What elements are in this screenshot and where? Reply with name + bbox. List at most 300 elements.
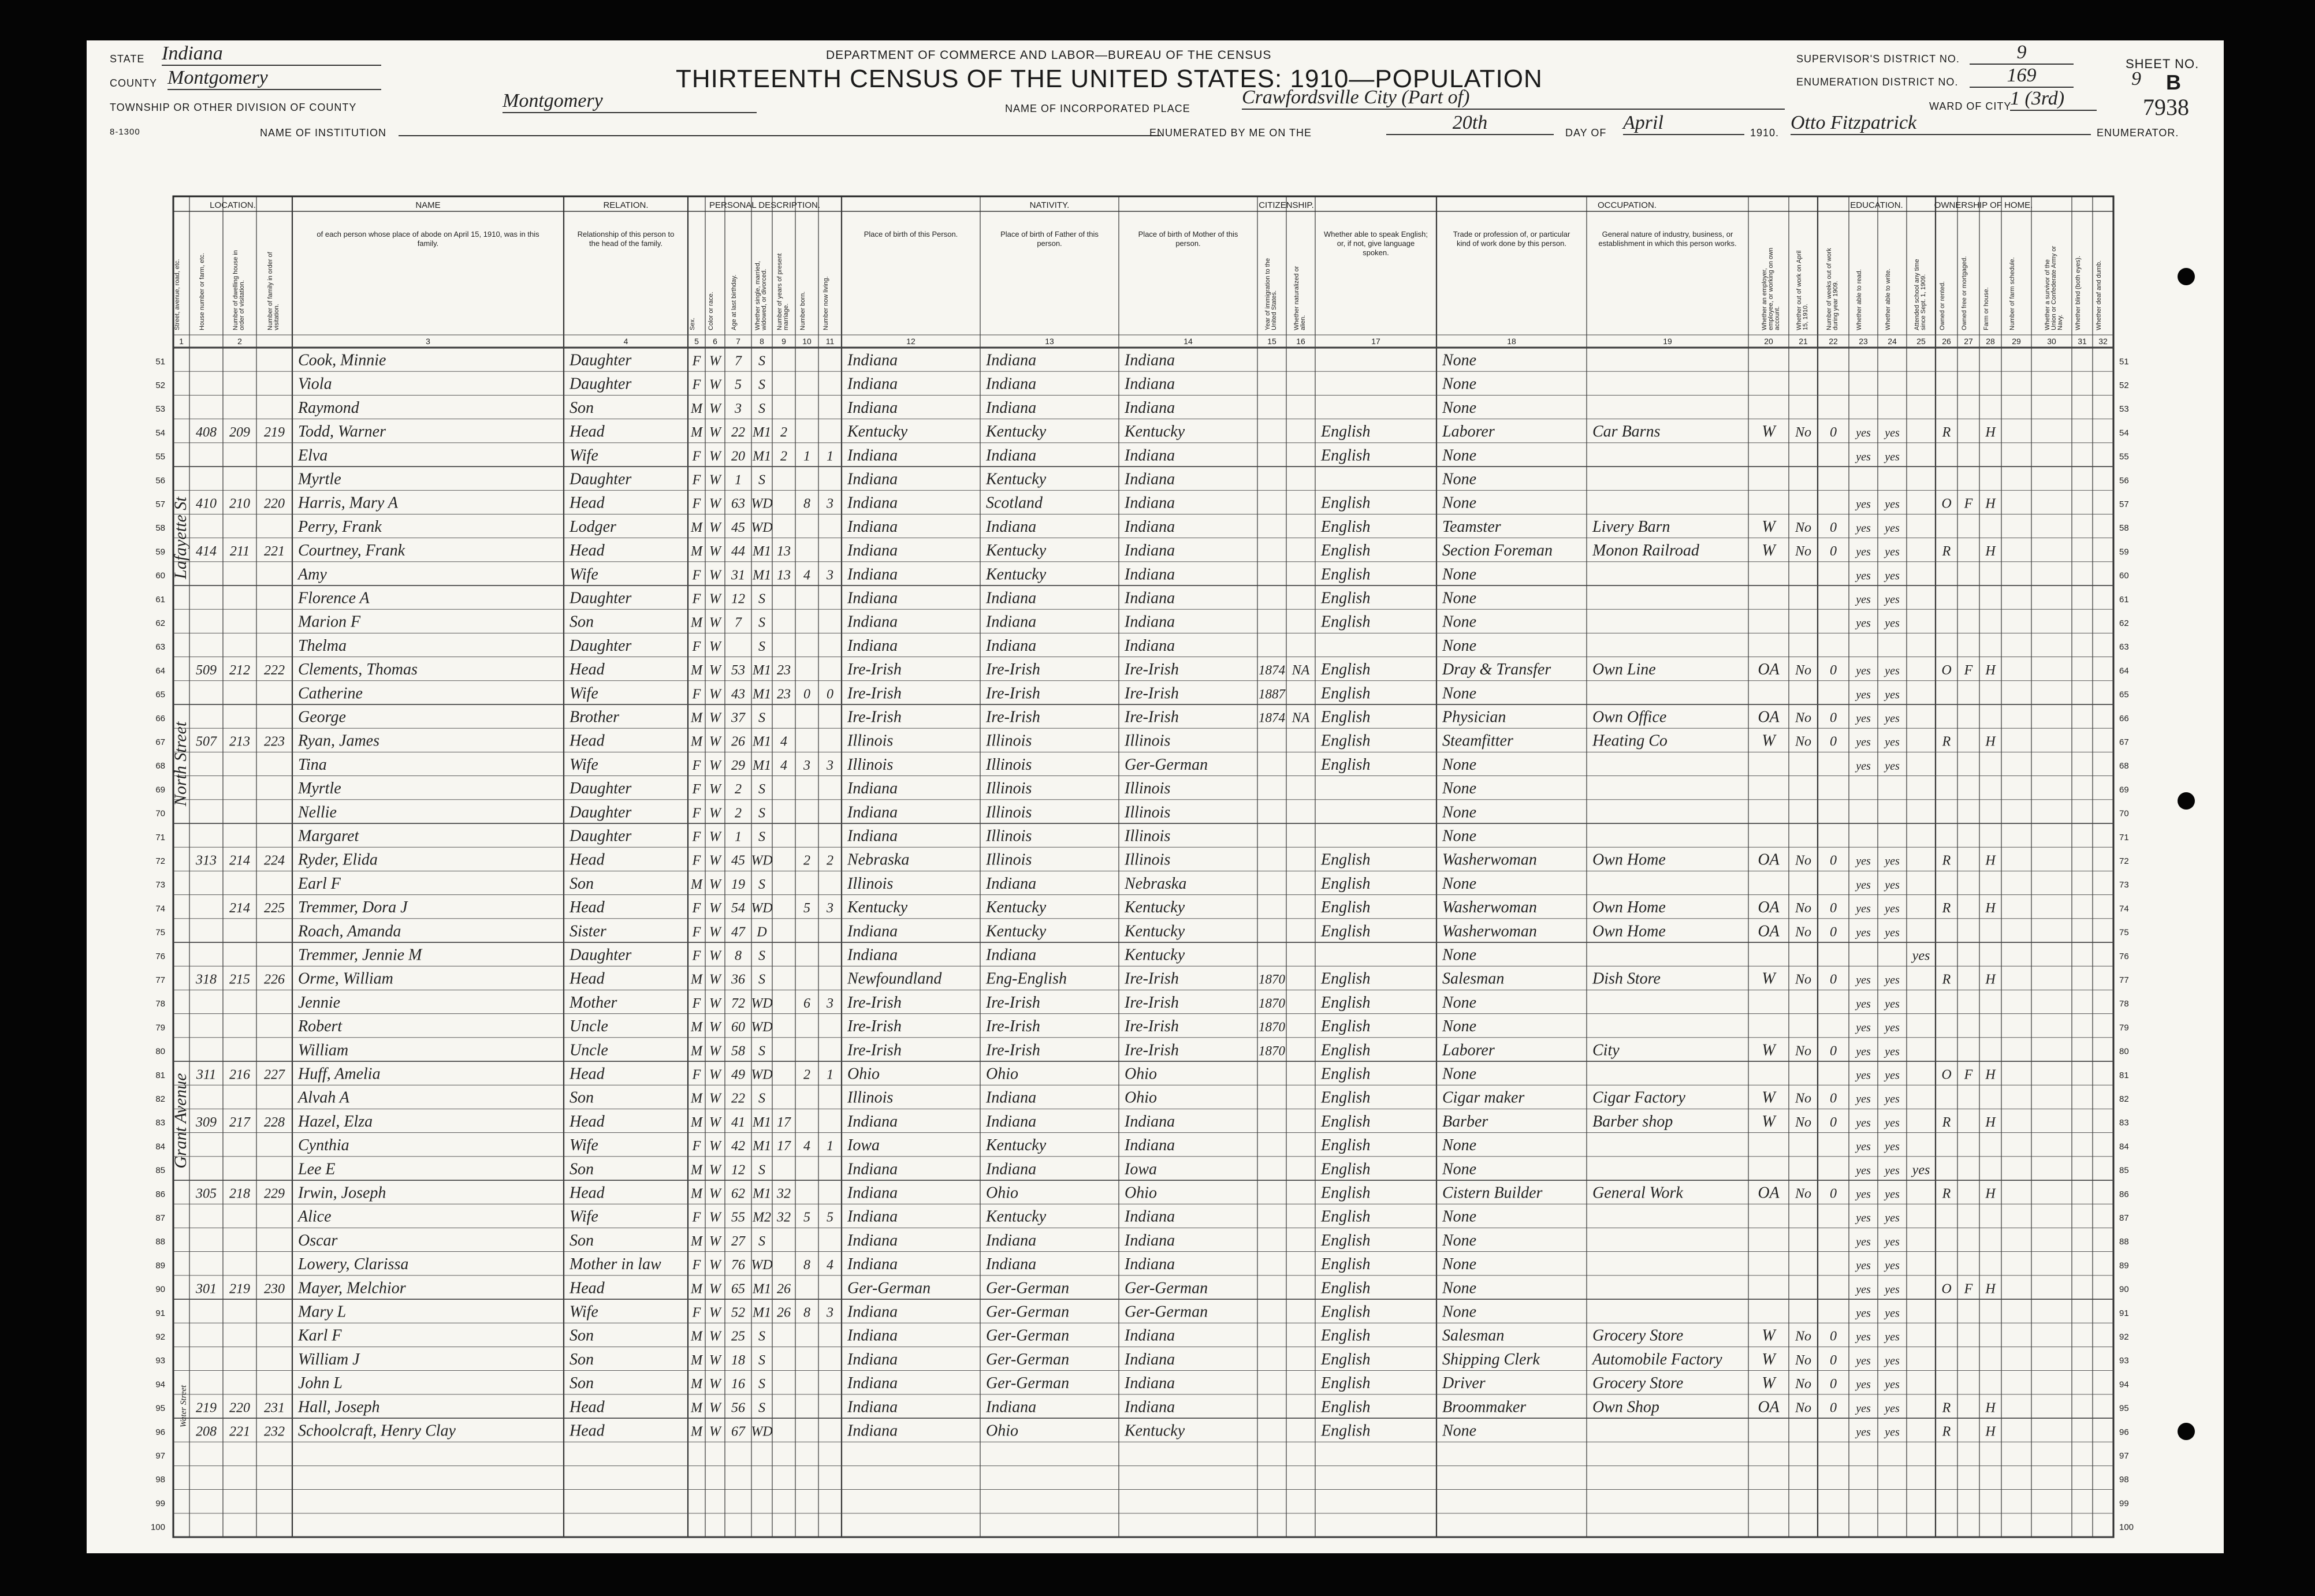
cell-literacy: yes: [1885, 569, 1900, 583]
cell-st: 408: [196, 425, 217, 441]
cell-pb: Indiana: [847, 470, 898, 489]
cell-literacy: yes: [1885, 1116, 1900, 1129]
cell-rel: Daughter: [570, 780, 632, 798]
cell-occ: None: [1442, 755, 1477, 774]
column-header-c30: Navy.: [2057, 314, 2064, 330]
cell-emp: OA: [1758, 851, 1780, 869]
cell-race: W: [709, 1352, 721, 1368]
cell-literacy: yes: [1885, 1021, 1900, 1035]
cell-dw: 221: [229, 1424, 250, 1440]
cell-age: 60: [731, 1020, 745, 1035]
row-number-right: 100: [2119, 1522, 2134, 1532]
cell-age: 26: [731, 734, 745, 749]
cell-rel: Daughter: [570, 803, 632, 822]
cell-fb: Indiana: [986, 1398, 1037, 1416]
cell-yrs: 32: [777, 1186, 791, 1202]
cell-pb: Indiana: [847, 542, 898, 560]
cell-ms: M1: [753, 544, 771, 560]
column-number: 31: [2078, 337, 2087, 346]
cell-age: 52: [731, 1305, 745, 1321]
row-number-left: 98: [155, 1475, 165, 1485]
cell-oow: No: [1795, 924, 1812, 940]
cell-age: 7: [735, 615, 742, 631]
cell-oow: No: [1795, 1400, 1812, 1416]
cell-race: W: [709, 1329, 721, 1344]
cell-sex: M: [691, 1020, 702, 1035]
enumerated-day: 20th: [1386, 112, 1554, 135]
cell-ms: WD: [751, 901, 773, 916]
row-number-left: 87: [155, 1213, 165, 1224]
cell-rel: Daughter: [570, 827, 632, 845]
cell-literacy: yes: [1885, 1259, 1900, 1273]
column-header-c30: Union or Confederate Army or: [2050, 245, 2057, 330]
cell-house: H: [1985, 972, 1996, 987]
cell-mb: Indiana: [1125, 565, 1175, 584]
cell-st: 208: [196, 1424, 217, 1440]
cell-emp: OA: [1758, 661, 1780, 679]
cell-oow: No: [1795, 520, 1812, 535]
cell-race: W: [709, 425, 721, 441]
cell-pb: Newfoundland: [847, 969, 942, 988]
cell-race: W: [709, 1233, 721, 1249]
cell-literacy: yes: [1856, 997, 1871, 1010]
cell-free: F: [1964, 496, 1973, 512]
column-header-c9: Number of years of present: [776, 253, 783, 330]
row-number-right: 71: [2119, 832, 2129, 842]
cell-age: 49: [731, 1067, 745, 1083]
cell-nb: 4: [803, 1139, 810, 1154]
cell-wk: 0: [1830, 710, 1837, 726]
cell-free: F: [1964, 1281, 1973, 1297]
cell-lang: English: [1321, 1398, 1371, 1416]
cell-race: W: [709, 1162, 721, 1178]
cell-lang: English: [1321, 1231, 1371, 1250]
state-label: STATE: [110, 53, 145, 65]
column-header-c1b: House number or farm, etc.: [199, 253, 206, 330]
cell-ms: M1: [753, 1281, 771, 1297]
column-header-c2: Number of dwelling house in: [232, 250, 239, 330]
cell-name: Elva: [298, 446, 328, 465]
cell-emp: OA: [1758, 922, 1780, 941]
cell-lang: English: [1321, 708, 1371, 726]
enumeration-value: 169: [1970, 65, 2074, 88]
cell-name: Cook, Minnie: [298, 351, 386, 370]
cell-sex: M: [691, 1352, 702, 1368]
cell-ms: M1: [753, 663, 771, 678]
row-number-left: 91: [155, 1308, 165, 1318]
cell-oow: No: [1795, 901, 1812, 916]
cell-pb: Ire-Irish: [847, 708, 902, 726]
cell-ms: S: [758, 782, 765, 797]
cell-fb: Indiana: [986, 636, 1037, 655]
cell-fam: 229: [264, 1186, 285, 1202]
cell-literacy: yes: [1885, 1330, 1900, 1344]
cell-mb: Indiana: [1125, 1374, 1175, 1393]
cell-name: Todd, Warner: [298, 423, 386, 441]
cell-literacy: yes: [1856, 1211, 1871, 1225]
cell-sex: M: [691, 1329, 702, 1344]
cell-sex: F: [692, 377, 701, 393]
cell-occ: Laborer: [1442, 423, 1495, 441]
cell-own: O: [1941, 663, 1952, 678]
cell-age: 58: [731, 1043, 745, 1059]
cell-house: H: [1985, 1114, 1996, 1130]
cell-race: W: [709, 924, 721, 940]
cell-nl: 0: [827, 687, 833, 702]
cell-mb: Ire-Irish: [1125, 969, 1179, 988]
row-number-left: 59: [155, 547, 165, 557]
cell-literacy: yes: [1885, 665, 1900, 678]
row-number-right: 99: [2119, 1498, 2129, 1509]
cell-nl: 2: [827, 853, 833, 868]
cell-sex: F: [692, 901, 701, 916]
cell-occ: None: [1442, 1136, 1477, 1155]
column-number: 17: [1371, 337, 1380, 346]
row-number-right: 77: [2119, 975, 2129, 986]
cell-st: 318: [196, 972, 217, 987]
cell-name: Alice: [298, 1207, 332, 1226]
cell-literacy: yes: [1885, 617, 1900, 630]
cell-rel: Wife: [570, 1136, 598, 1155]
cell-name: Raymond: [298, 398, 359, 417]
cell-occ: Salesman: [1442, 969, 1505, 988]
cell-mb: Indiana: [1125, 1255, 1175, 1274]
cell-rel: Mother: [570, 993, 617, 1012]
cell-name: Mayer, Melchior: [298, 1279, 406, 1297]
cell-sex: M: [691, 734, 702, 749]
cell-age: 27: [731, 1233, 745, 1249]
cell-sex: M: [691, 1400, 702, 1416]
cell-lang: English: [1321, 732, 1371, 750]
row-number-right: 75: [2119, 927, 2129, 938]
cell-name: Jennie: [298, 993, 341, 1012]
cell-race: W: [709, 353, 721, 369]
cell-race: W: [709, 1043, 721, 1059]
county-label: COUNTY: [110, 77, 157, 89]
column-header-c18: Trade or profession of, or particular: [1453, 230, 1570, 238]
cell-fb: Indiana: [986, 398, 1037, 417]
cell-ms: S: [758, 806, 765, 821]
cell-name: Nellie: [298, 803, 337, 822]
cell-house: H: [1985, 425, 1996, 441]
column-number: 22: [1829, 337, 1838, 346]
cell-lang: English: [1321, 1422, 1371, 1440]
cell-mb: Indiana: [1125, 351, 1175, 370]
cell-rel: Son: [570, 1231, 594, 1250]
cell-sex: F: [692, 806, 701, 821]
cell-wk: 0: [1830, 1352, 1837, 1368]
cell-age: 41: [731, 1114, 745, 1130]
cell-mb: Indiana: [1125, 446, 1175, 465]
cell-mb: Ire-Irish: [1125, 661, 1179, 679]
column-number: 23: [1859, 337, 1868, 346]
cell-mb: Kentucky: [1125, 946, 1185, 964]
cell-age: 7: [735, 353, 742, 369]
column-header-c2: order of visitation.: [239, 280, 245, 330]
cell-rel: Son: [570, 398, 594, 417]
cell-occ: None: [1442, 874, 1477, 893]
cell-pb: Indiana: [847, 1422, 898, 1440]
cell-emp: OA: [1758, 1398, 1780, 1416]
column-header-c25: Attended school any time: [1914, 259, 1921, 330]
cell-wk: 0: [1830, 1400, 1837, 1416]
cell-mb: Ohio: [1125, 1065, 1157, 1083]
cell-nb: 3: [803, 758, 810, 773]
cell-pb: Iowa: [847, 1136, 880, 1155]
cell-age: 55: [731, 1210, 745, 1225]
cell-ms: D: [757, 924, 767, 940]
cell-dw: 215: [229, 972, 250, 987]
cell-race: W: [709, 782, 721, 797]
cell-rel: Head: [570, 851, 605, 869]
cell-age: 54: [731, 901, 745, 916]
cell-pb: Ire-Irish: [847, 661, 902, 679]
cell-dw: 218: [229, 1186, 250, 1202]
cell-name: Courtney, Frank: [298, 542, 405, 560]
cell-st: 509: [196, 663, 217, 678]
cell-fb: Kentucky: [986, 565, 1047, 584]
cell-ms: M1: [753, 1114, 771, 1130]
cell-rel: Head: [570, 423, 605, 441]
cell-mb: Indiana: [1125, 613, 1175, 631]
cell-rel: Wife: [570, 755, 598, 774]
cell-sex: F: [692, 782, 701, 797]
cell-lang: English: [1321, 517, 1371, 536]
cell-name: Ryder, Elida: [298, 851, 378, 869]
cell-yrs: 2: [780, 425, 787, 441]
cell-name: Marion F: [298, 613, 361, 631]
cell-pb: Indiana: [847, 1231, 898, 1250]
column-header-c16: Whether naturalized or: [1293, 266, 1300, 330]
cell-literacy: yes: [1856, 1188, 1871, 1201]
cell-occ: None: [1442, 565, 1477, 584]
cell-name: Karl F: [298, 1326, 342, 1345]
cell-ms: S: [758, 401, 765, 416]
cell-fam: 230: [264, 1281, 285, 1297]
cell-occ: None: [1442, 1231, 1477, 1250]
cell-fb: Ire-Irish: [986, 708, 1040, 726]
cell-fam: 226: [264, 972, 285, 987]
cell-ms: WD: [751, 1258, 773, 1273]
cell-fb: Ger-German: [986, 1326, 1070, 1345]
cell-oow: No: [1795, 853, 1812, 868]
cell-fb: Indiana: [986, 446, 1037, 465]
cell-ind: Barber shop: [1592, 1112, 1673, 1131]
cell-lang: English: [1321, 1255, 1371, 1274]
column-header-c9: marriage.: [783, 303, 790, 330]
cell-nb: 8: [803, 1258, 810, 1273]
cell-mb: Illinois: [1125, 851, 1171, 869]
cell-rel: Head: [570, 898, 605, 917]
cell-ind: Own Line: [1592, 661, 1656, 679]
cell-fb: Illinois: [986, 803, 1032, 822]
cell-fam: 219: [264, 425, 285, 441]
cell-literacy: yes: [1856, 569, 1871, 583]
cell-race: W: [709, 710, 721, 726]
cell-ms: S: [758, 1091, 765, 1106]
column-header-c13: Place of birth of Father of this: [1000, 230, 1099, 238]
cell-occ: None: [1442, 398, 1477, 417]
cell-ind: Heating Co: [1592, 732, 1668, 750]
cell-occ: None: [1442, 636, 1477, 655]
cell-emp: OA: [1758, 708, 1780, 726]
cell-rel: Son: [570, 613, 594, 631]
section-header-personal: PERSONAL DESCRIPTION.: [709, 200, 820, 210]
cell-literacy: yes: [1885, 974, 1900, 987]
row-number-left: 67: [155, 737, 165, 748]
cell-occ: None: [1442, 684, 1477, 703]
row-number-right: 87: [2119, 1213, 2129, 1224]
cell-ms: S: [758, 1400, 765, 1416]
incorporated-value: Crawfordsville City (Part of): [1242, 87, 1785, 110]
cell-occ: None: [1442, 375, 1477, 393]
cell-rel: Head: [570, 661, 605, 679]
cell-nl: 1: [827, 1067, 833, 1083]
cell-mb: Ger-German: [1125, 1303, 1208, 1321]
cell-fam: 223: [264, 734, 285, 749]
cell-ind: Automobile Factory: [1592, 1350, 1722, 1368]
cell-ind: Grocery Store: [1592, 1374, 1684, 1393]
supervisor-label: SUPERVISOR'S DISTRICT NO.: [1796, 53, 1960, 65]
cell-oow: No: [1795, 425, 1812, 441]
cell-sex: M: [691, 663, 702, 678]
cell-sex: M: [691, 615, 702, 631]
cell-lang: English: [1321, 684, 1371, 703]
cell-own: O: [1941, 496, 1952, 512]
cell-occ: Cigar maker: [1442, 1088, 1525, 1107]
row-number-left: 80: [155, 1046, 165, 1057]
cell-rel: Wife: [570, 1207, 598, 1226]
cell-literacy: yes: [1885, 1140, 1900, 1154]
column-number: 26: [1942, 337, 1951, 346]
cell-occ: None: [1442, 946, 1477, 964]
cell-occ: None: [1442, 1279, 1477, 1297]
cell-ms: S: [758, 710, 765, 726]
cell-literacy: yes: [1885, 759, 1900, 773]
cell-race: W: [709, 449, 721, 464]
cell-name: Thelma: [298, 636, 347, 655]
cell-pb: Ire-Irish: [847, 684, 902, 703]
cell-mb: Ire-Irish: [1125, 708, 1179, 726]
sheet-value: 9: [2131, 68, 2141, 90]
cell-imm: 1874: [1259, 710, 1285, 725]
cell-lang: English: [1321, 542, 1371, 560]
cell-mb: Illinois: [1125, 827, 1171, 845]
cell-rel: Son: [570, 1160, 594, 1179]
cell-name: Earl F: [298, 874, 341, 893]
row-number-right: 55: [2119, 452, 2129, 462]
cell-race: W: [709, 687, 721, 702]
cell-literacy: yes: [1885, 1426, 1900, 1439]
row-number-left: 58: [155, 523, 165, 534]
cell-age: 47: [731, 924, 745, 940]
cell-wk: 0: [1830, 1377, 1837, 1392]
row-number-right: 60: [2119, 570, 2129, 581]
enumeration-label: ENUMERATION DISTRICT NO.: [1796, 76, 1959, 88]
cell-sex: F: [692, 948, 701, 964]
cell-sex: F: [692, 1067, 701, 1083]
column-number: 9: [781, 337, 786, 346]
cell-pb: Indiana: [847, 351, 898, 370]
cell-fb: Illinois: [986, 755, 1032, 774]
cell-own: R: [1942, 853, 1951, 868]
column-header-c4: Relationship of this person to: [577, 230, 675, 238]
cell-race: W: [709, 1305, 721, 1321]
cell-pb: Indiana: [847, 398, 898, 417]
cell-race: W: [709, 568, 721, 583]
column-header-c7: Age at last birthday.: [731, 274, 738, 330]
cell-pb: Indiana: [847, 922, 898, 941]
row-number-left: 52: [155, 381, 165, 391]
cell-fb: Ire-Irish: [986, 1041, 1040, 1060]
cell-fb: Illinois: [986, 780, 1032, 798]
row-number-right: 74: [2119, 904, 2129, 914]
row-number-right: 59: [2119, 547, 2129, 557]
cell-rel: Daughter: [570, 946, 632, 964]
enumerator-name: Otto Fitzpatrick: [1791, 112, 2091, 135]
section-header-occupation: OCCUPATION.: [1598, 200, 1657, 210]
cell-own: R: [1942, 1424, 1951, 1440]
cell-literacy: yes: [1885, 1069, 1900, 1082]
cell-name: Schoolcraft, Henry Clay: [298, 1422, 456, 1440]
ward-value: 1 (3rd): [2010, 88, 2097, 111]
cell-ms: M1: [753, 425, 771, 441]
cell-mb: Illinois: [1125, 732, 1171, 750]
cell-age: 53: [731, 663, 745, 678]
cell-sex: F: [692, 1305, 701, 1321]
column-header-c22: Number of weeks out of work: [1826, 248, 1833, 330]
cell-literacy: yes: [1856, 617, 1871, 630]
cell-fb: Indiana: [986, 1112, 1037, 1131]
row-number-right: 53: [2119, 404, 2129, 415]
cell-age: 22: [731, 1091, 745, 1106]
margin-street-name: Water Street: [179, 1385, 188, 1428]
column-number: 30: [2047, 337, 2056, 346]
cell-occ: None: [1442, 1303, 1477, 1321]
cell-nb: 2: [803, 1067, 810, 1083]
cell-mb: Kentucky: [1125, 922, 1185, 941]
cell-literacy: yes: [1885, 1235, 1900, 1248]
row-number-left: 86: [155, 1189, 165, 1199]
cell-rel: Son: [570, 1350, 594, 1368]
cell-race: W: [709, 758, 721, 773]
cell-rel: Wife: [570, 446, 598, 465]
cell-yrs: 32: [777, 1210, 791, 1225]
cell-ms: WD: [751, 496, 773, 512]
cell-lang: English: [1321, 589, 1371, 607]
row-number-right: 82: [2119, 1094, 2129, 1105]
cell-literacy: yes: [1885, 1211, 1900, 1225]
cell-rel: Son: [570, 874, 594, 893]
cell-sex: F: [692, 1258, 701, 1273]
cell-occ: Washerwoman: [1442, 922, 1537, 941]
cell-yrs: 26: [777, 1305, 791, 1321]
row-number-left: 55: [155, 452, 165, 462]
column-header-c20: Whether an employer,: [1761, 268, 1768, 330]
row-number-left: 81: [155, 1070, 165, 1080]
cell-own: R: [1942, 734, 1951, 749]
cell-fb: Indiana: [986, 517, 1037, 536]
cell-nl: 3: [827, 758, 833, 773]
cell-fb: Indiana: [986, 351, 1037, 370]
cell-ms: M1: [753, 1186, 771, 1202]
cell-ms: M1: [753, 1139, 771, 1154]
column-number: 24: [1888, 337, 1897, 346]
cell-rel: Head: [570, 494, 605, 512]
cell-mb: Indiana: [1125, 636, 1175, 655]
cell-literacy: yes: [1885, 736, 1900, 749]
cell-emp: W: [1762, 423, 1776, 441]
